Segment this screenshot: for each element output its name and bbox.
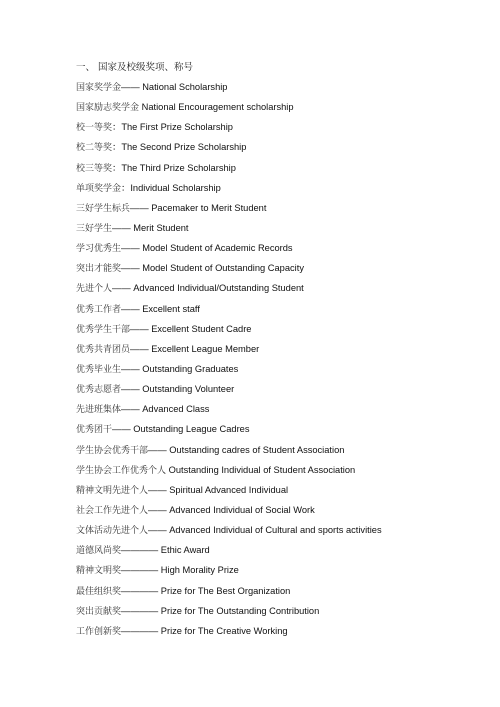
list-item xyxy=(76,120,476,140)
award-english-name: Advanced Class xyxy=(142,404,210,415)
award-english-name: The Second Prize Scholarship xyxy=(121,142,247,153)
list-item xyxy=(76,140,476,160)
award-chinese-name: 优秀共青团员 xyxy=(76,344,131,355)
award-separator: ———— xyxy=(121,585,161,596)
award-english-name: Outstanding League Cadres xyxy=(133,424,250,435)
award-chinese-name: 三好学生 xyxy=(76,223,113,234)
award-separator: ： xyxy=(112,162,122,173)
award-chinese-name: 优秀学生干部 xyxy=(76,324,131,335)
award-english-name: Prize for The Creative Working xyxy=(160,625,288,636)
award-english-name: Advanced Individual/Outstanding Student xyxy=(133,283,304,294)
award-separator: ： xyxy=(112,142,122,153)
award-chinese-name: 学生协会工作优秀个人 xyxy=(76,465,167,476)
award-separator: ———— xyxy=(121,605,161,616)
award-chinese-name: 校三等奖 xyxy=(76,163,113,174)
award-english-name: National Encouragement scholarship xyxy=(141,102,294,113)
list-item xyxy=(76,604,476,624)
list-item xyxy=(76,322,476,342)
list-item xyxy=(76,342,476,362)
award-english-name: Outstanding cadres of Student Association xyxy=(169,444,345,455)
award-chinese-name: 国家励志奖学金 xyxy=(76,103,140,114)
award-separator: —— xyxy=(121,263,143,274)
list-item xyxy=(76,241,476,261)
award-english-name: Spiritual Advanced Individual xyxy=(169,484,289,495)
award-separator: ： xyxy=(121,182,131,193)
award-english-name: Merit Student xyxy=(133,222,189,233)
award-chinese-name: 校一等奖 xyxy=(76,123,113,134)
award-chinese-name: 学习优秀生 xyxy=(76,244,122,255)
list-item xyxy=(76,261,476,281)
award-chinese-name: 先进个人 xyxy=(76,284,113,295)
award-separator: —— xyxy=(121,82,143,92)
award-english-name: National Scholarship xyxy=(142,82,228,92)
list-item xyxy=(76,422,476,442)
award-english-name: Prize for The Best Organization xyxy=(160,585,291,596)
award-separator: —— xyxy=(112,283,134,294)
list-item xyxy=(76,563,476,583)
award-chinese-name: 文体活动先进个人 xyxy=(76,526,149,537)
award-chinese-name: 国家奖学金 xyxy=(76,83,122,93)
award-separator: —— xyxy=(148,504,170,515)
award-chinese-name: 精神文明先进个人 xyxy=(76,485,149,496)
award-separator: —— xyxy=(121,404,143,415)
award-separator: —— xyxy=(121,384,143,395)
award-separator: —— xyxy=(130,202,152,213)
award-english-name: The Third Prize Scholarship xyxy=(121,162,236,173)
award-separator: ———— xyxy=(121,625,161,636)
award-chinese-name: 三好学生标兵 xyxy=(76,203,131,214)
award-english-name: Model Student of Outstanding Capacity xyxy=(142,263,304,274)
list-item xyxy=(76,362,476,382)
award-english-name: Excellent staff xyxy=(142,303,200,314)
award-english-name: Ethic Award xyxy=(160,545,210,556)
award-chinese-name: 最佳组织奖 xyxy=(76,586,122,597)
award-chinese-name: 学生协会优秀干部 xyxy=(76,445,149,456)
award-separator: —— xyxy=(112,424,134,435)
award-chinese-name: 突出贡献奖 xyxy=(76,606,122,617)
award-english-name: Excellent Student Cadre xyxy=(151,323,252,334)
award-separator: —— xyxy=(130,323,152,334)
list-item xyxy=(76,463,476,483)
list-item xyxy=(76,523,476,543)
award-chinese-name: 校二等奖 xyxy=(76,143,113,154)
award-chinese-name: 优秀毕业生 xyxy=(76,364,122,375)
list-item xyxy=(76,281,476,301)
award-english-name: Prize for The Outstanding Contribution xyxy=(160,605,320,616)
award-separator: —— xyxy=(148,525,170,536)
award-chinese-name: 优秀志愿者 xyxy=(76,385,122,396)
award-english-name: Pacemaker to Merit Student xyxy=(151,202,267,213)
award-separator: —— xyxy=(121,303,143,314)
award-english-name: High Morality Prize xyxy=(160,565,239,576)
award-english-name: Advanced Individual of Social Work xyxy=(169,504,315,515)
list-item xyxy=(76,221,476,241)
award-separator: —— xyxy=(112,222,134,233)
list-item xyxy=(76,100,476,120)
award-chinese-name: 精神文明奖 xyxy=(76,566,122,577)
list-item xyxy=(76,201,476,221)
list-item xyxy=(76,543,476,563)
list-item xyxy=(76,584,476,604)
award-separator: ———— xyxy=(121,545,161,556)
award-english-name: Individual Scholarship xyxy=(130,182,221,193)
award-english-name: Excellent League Member xyxy=(151,343,260,354)
award-separator: —— xyxy=(121,243,143,254)
award-chinese-name: 先进班集体 xyxy=(76,405,122,416)
award-english-name: The First Prize Scholarship xyxy=(121,122,233,133)
awards-list xyxy=(76,80,476,644)
award-chinese-name: 道德风尚奖 xyxy=(76,546,122,557)
award-english-name: Outstanding Graduates xyxy=(142,363,239,374)
list-item xyxy=(76,443,476,463)
award-separator: ： xyxy=(112,122,122,133)
award-chinese-name: 优秀团干 xyxy=(76,425,113,436)
list-item xyxy=(76,402,476,422)
list-item xyxy=(76,483,476,503)
award-english-name: Model Student of Academic Records xyxy=(142,243,293,254)
award-english-name: Advanced Individual of Cultural and sports activities xyxy=(169,525,382,536)
award-separator: —— xyxy=(130,343,152,354)
award-chinese-name: 突出才能奖 xyxy=(76,264,122,275)
list-item xyxy=(76,503,476,523)
list-item xyxy=(76,624,476,644)
list-item xyxy=(76,302,476,322)
award-chinese-name: 工作创新奖 xyxy=(76,626,122,637)
award-chinese-name: 单项奖学金 xyxy=(76,183,122,194)
award-separator: —— xyxy=(148,484,170,495)
award-separator: —— xyxy=(121,363,143,374)
list-item xyxy=(76,382,476,402)
award-separator: —— xyxy=(148,444,170,455)
award-english-name: Outstanding Volunteer xyxy=(142,384,235,395)
list-item xyxy=(76,161,476,181)
award-chinese-name: 优秀工作者 xyxy=(76,304,122,315)
award-english-name: Outstanding Individual of Student Association xyxy=(168,464,356,475)
award-chinese-name: 社会工作先进个人 xyxy=(76,505,149,516)
list-item xyxy=(76,80,476,100)
list-item xyxy=(76,181,476,201)
section-heading: 一、 国家及校级奖项、称号 xyxy=(76,62,194,73)
award-separator: ———— xyxy=(121,565,161,576)
